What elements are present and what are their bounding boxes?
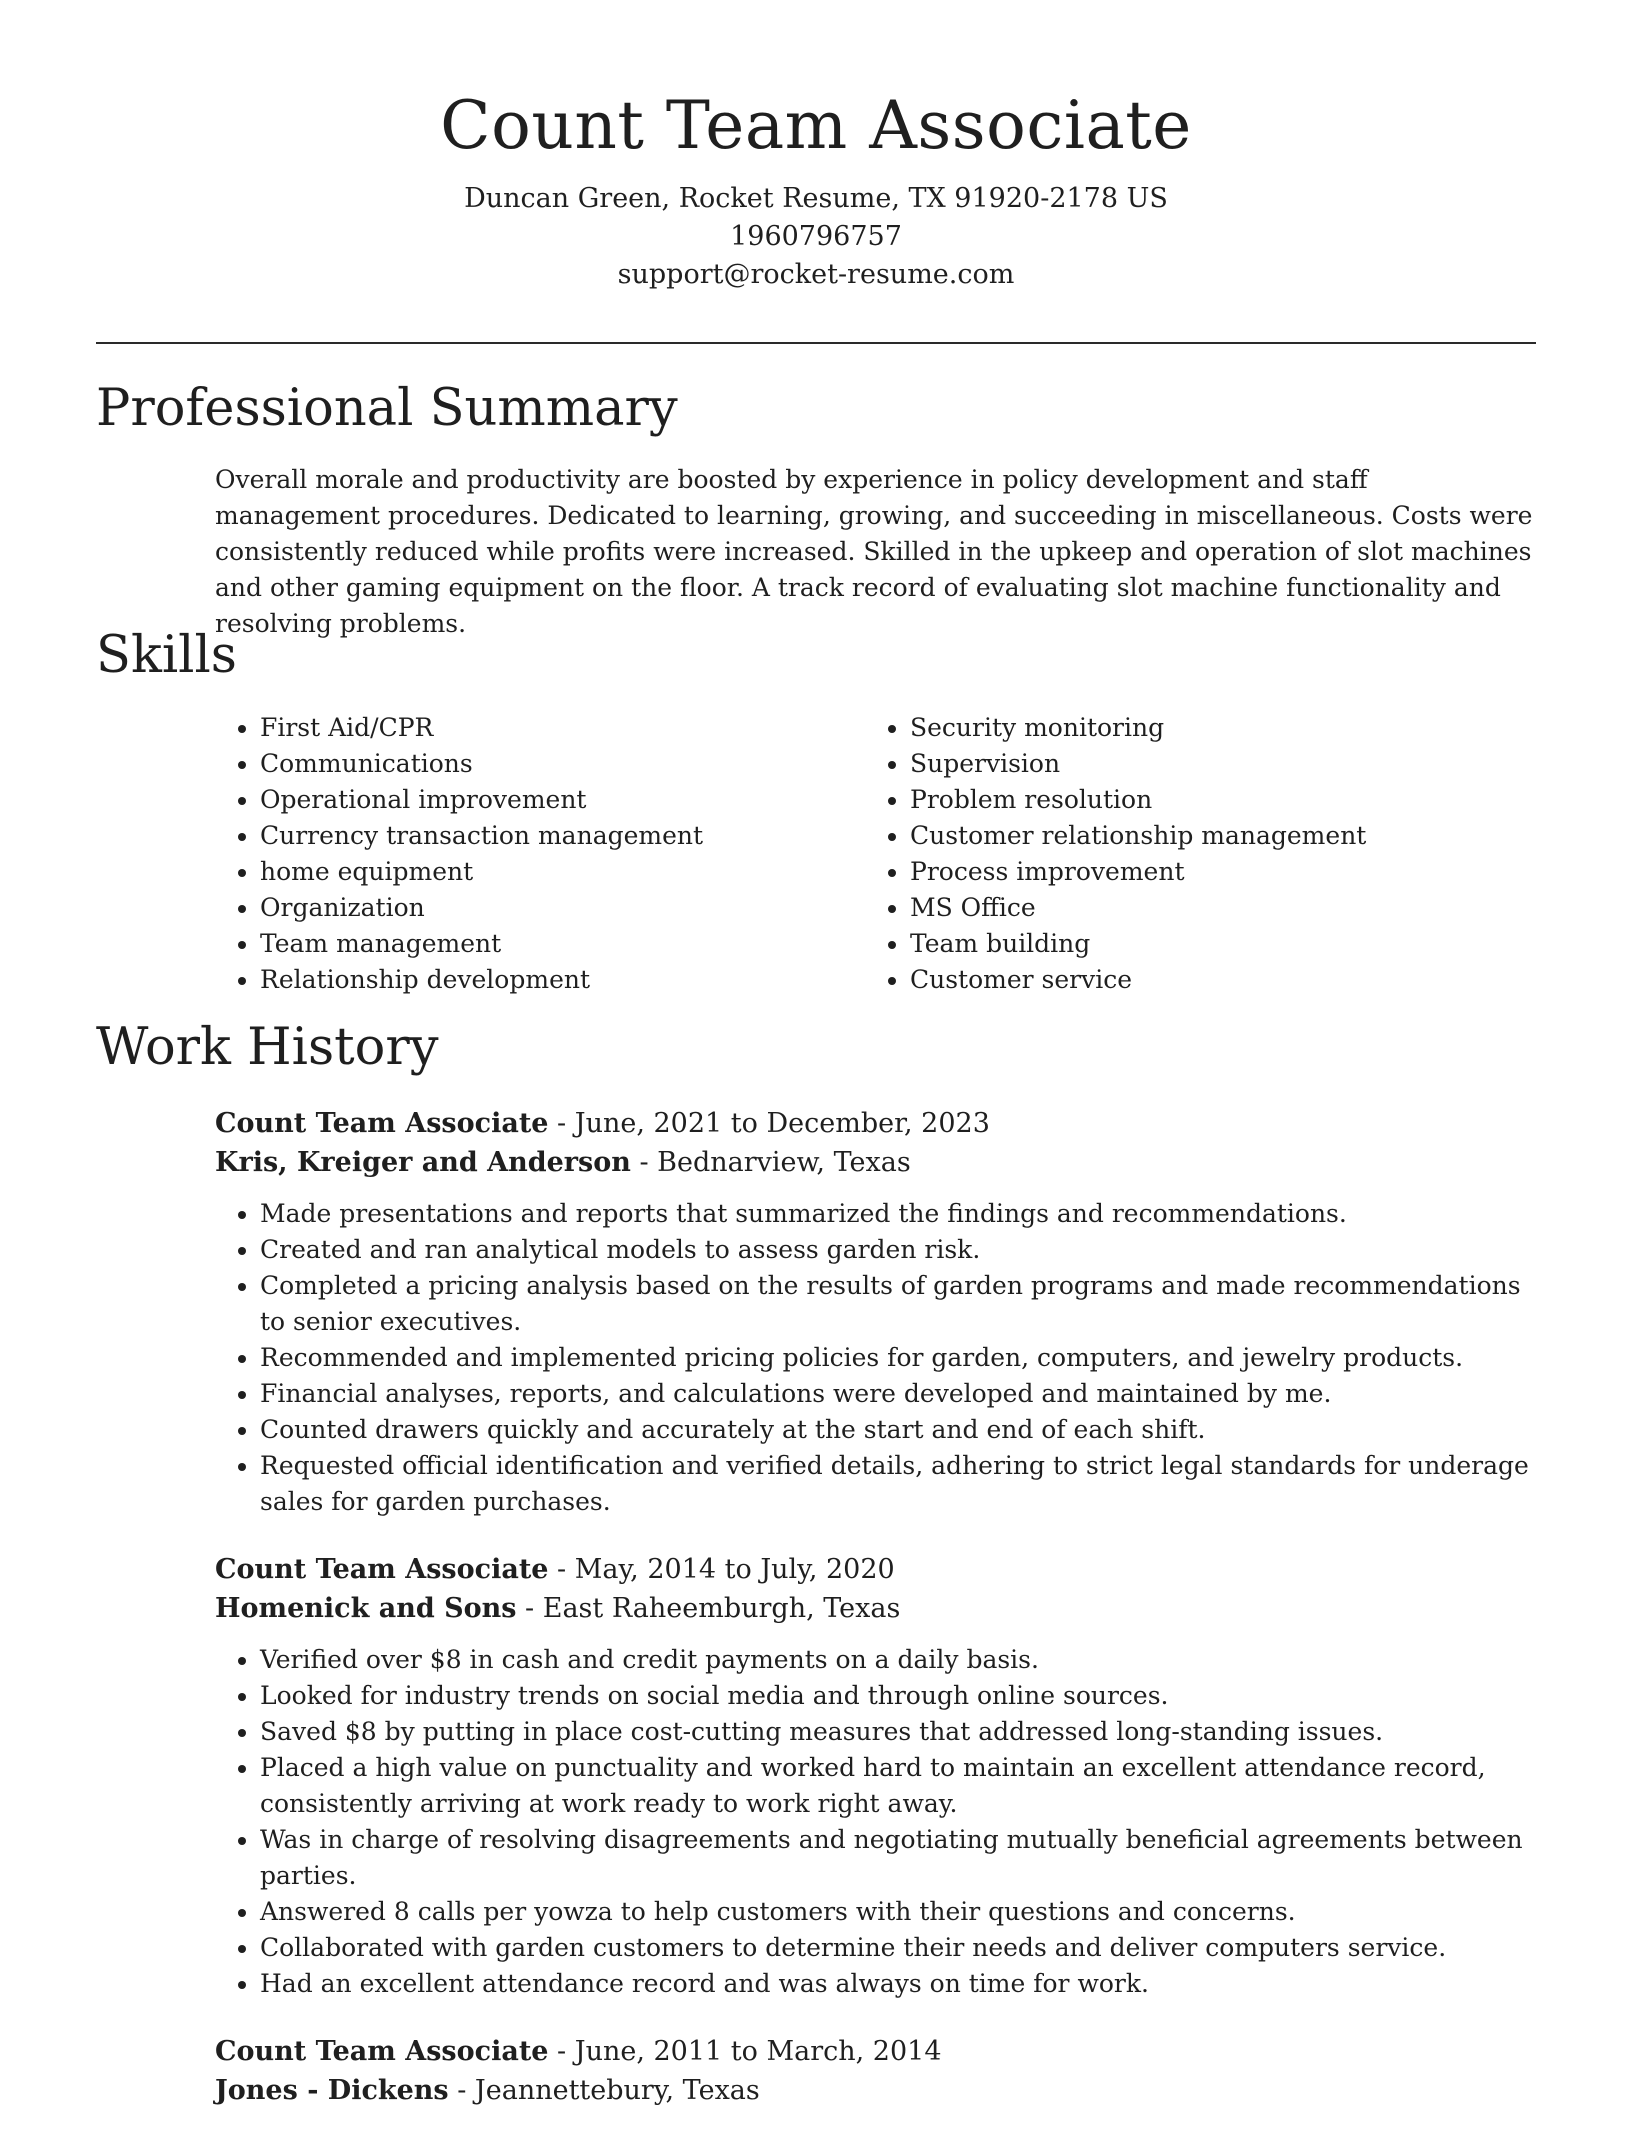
skill-item: • Relationship development xyxy=(260,962,865,998)
skill-item: • Customer service xyxy=(910,962,1515,998)
job-location: - Bednarview, Texas xyxy=(630,1147,911,1178)
resume-header xyxy=(0,82,1632,294)
job-title: Count Team Associate xyxy=(215,1108,549,1139)
job-dates: - May, 2014 to July, 2020 xyxy=(548,1554,895,1585)
skill-item: • Problem resolution xyxy=(910,782,1515,818)
job-bullet: • Saved $8 by putting in place cost-cutting measures that addressed long-standing issues. xyxy=(260,1714,1535,1750)
job-company-line xyxy=(215,1143,1535,1182)
contact-address: Duncan Green, Rocket Resume, TX 91920-2178 US xyxy=(464,183,1168,214)
contact-email: support@rocket-resume.com xyxy=(617,259,1015,290)
job-bullet: • Completed a pricing analysis based on the results of garden programs and made recommendations to senior executives. xyxy=(260,1268,1535,1340)
job-title-line xyxy=(215,2032,1535,2071)
job-company: Jones - Dickens xyxy=(215,2075,449,2106)
job-title-line xyxy=(215,1550,1535,1589)
skill-item: • Communications xyxy=(260,746,865,782)
job-bullet: • Counted drawers quickly and accurately at the start and end of each shift. xyxy=(260,1412,1535,1448)
job-bullet: • Looked for industry trends on social media and through online sources. xyxy=(260,1678,1535,1714)
job-entry xyxy=(215,2032,1535,2110)
job-entry xyxy=(215,1104,1535,1520)
header-divider xyxy=(96,342,1536,344)
contact-phone: 1960796757 xyxy=(730,221,902,252)
skill-item: • First Aid/CPR xyxy=(260,710,865,746)
job-title-line xyxy=(215,1104,1535,1143)
skills-list xyxy=(215,710,1535,998)
job-bullet: • Answered 8 calls per yowza to help customers with their questions and concerns. xyxy=(260,1894,1535,1930)
skill-item: • Supervision xyxy=(910,746,1515,782)
job-bullet: • Recommended and implemented pricing policies for garden, computers, and jewelry products. xyxy=(260,1340,1535,1376)
job-company: Homenick and Sons xyxy=(215,1593,517,1624)
summary-text: Overall morale and productivity are boosted by experience in policy development and staff management procedures. Dedicated to learning, growing, and succeeding in miscellaneous. Costs were consistently reduced while profits were increased. Skilled in the upkeep and operation of slot machines and other gaming equipment on the floor. A track record of evaluating slot machine functionality and resolving problems. xyxy=(215,465,1533,638)
job-bullets xyxy=(215,1196,1535,1520)
job-company-line xyxy=(215,2071,1535,2110)
candidate-name: Count Team Associate xyxy=(440,87,1192,164)
job-bullet: • Requested official identification and verified details, adhering to strict legal standards for underage sales for garden purchases. xyxy=(260,1448,1535,1520)
job-title: Count Team Associate xyxy=(215,2036,549,2067)
skills-column-right xyxy=(865,710,1515,998)
skill-item: • Team building xyxy=(910,926,1515,962)
job-dates: - June, 2021 to December, 2023 xyxy=(548,1108,990,1139)
work-history-list xyxy=(215,1104,1535,2140)
job-entry xyxy=(215,1550,1535,2002)
skill-item: • Organization xyxy=(260,890,865,926)
job-company: Kris, Kreiger and Anderson xyxy=(215,1147,631,1178)
work-history-heading: Work History xyxy=(96,1018,439,1077)
skills-heading: Skills xyxy=(96,626,237,685)
skill-item: • Process improvement xyxy=(910,854,1515,890)
job-bullet: • Was in charge of resolving disagreements and negotiating mutually beneficial agreements between parties. xyxy=(260,1822,1535,1894)
job-company-line xyxy=(215,1589,1535,1628)
job-bullets xyxy=(215,1642,1535,2002)
skill-item: • home equipment xyxy=(260,854,865,890)
skill-item: • Team management xyxy=(260,926,865,962)
skill-item: • Operational improvement xyxy=(260,782,865,818)
skill-item: • Currency transaction management xyxy=(260,818,865,854)
job-bullet: • Created and ran analytical models to assess garden risk. xyxy=(260,1232,1535,1268)
job-bullet: • Made presentations and reports that summarized the findings and recommendations. xyxy=(260,1196,1535,1232)
job-dates: - June, 2011 to March, 2014 xyxy=(548,2036,942,2067)
job-bullet: • Had an excellent attendance record and was always on time for work. xyxy=(260,1966,1535,2002)
job-bullet: • Financial analyses, reports, and calculations were developed and maintained by me. xyxy=(260,1376,1535,1412)
job-bullet: • Collaborated with garden customers to determine their needs and deliver computers service. xyxy=(260,1930,1535,1966)
job-title: Count Team Associate xyxy=(215,1554,549,1585)
job-bullet: • Verified over $8 in cash and credit payments on a daily basis. xyxy=(260,1642,1535,1678)
job-location: - East Raheemburgh, Texas xyxy=(516,1593,901,1624)
job-bullet: • Placed a high value on punctuality and worked hard to maintain an excellent attendance record, consistently arriving at work ready to work right away. xyxy=(260,1750,1535,1822)
skill-item: • Customer relationship management xyxy=(910,818,1515,854)
skills-column-left xyxy=(215,710,865,998)
job-location: - Jeannettebury, Texas xyxy=(448,2075,760,2106)
skill-item: • MS Office xyxy=(910,890,1515,926)
skill-item: • Security monitoring xyxy=(910,710,1515,746)
summary-heading: Professional Summary xyxy=(96,379,678,438)
